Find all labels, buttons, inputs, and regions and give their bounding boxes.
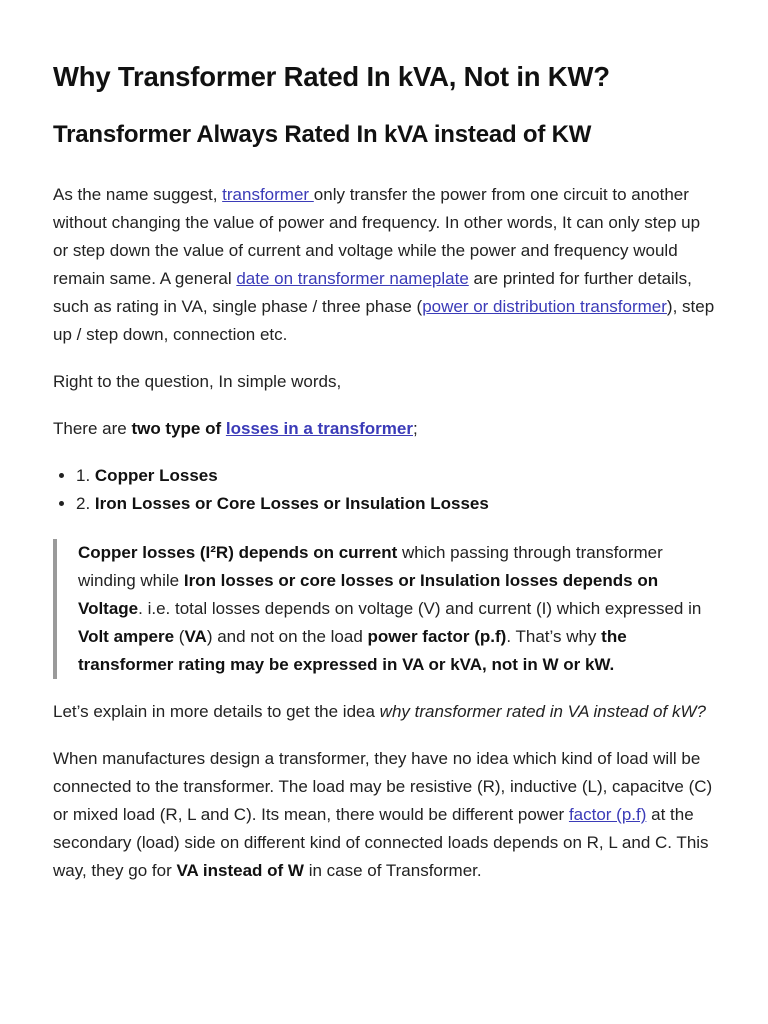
losses-intro-paragraph (53, 415, 716, 443)
power-distribution-link[interactable]: power or distribution transformer (422, 297, 667, 316)
list-item (76, 462, 716, 490)
manufacture-text-3: in case of Transformer. (303, 861, 482, 880)
quote-bold-3: Volt ampere (78, 627, 175, 646)
explain-paragraph (53, 698, 716, 726)
explain-text: Let’s explain in more details to get the idea (53, 702, 380, 721)
quote-text-3: ( (174, 627, 185, 646)
quote-text-1: which passing through transformer winding while (78, 543, 663, 590)
nameplate-link[interactable]: date on transformer nameplate (236, 269, 469, 288)
manufacture-text-2: at the secondary (load) side on different kind of connected loads depends on R, L and C. This way, they go for (53, 805, 709, 880)
page-title: Why Transformer Rated In kVA, Not in KW? (53, 61, 610, 92)
quote-bold-4: VA (184, 627, 207, 646)
quote-bold-5: power factor (p.f) (367, 627, 507, 646)
intro-text-2: only transfer the power from one circuit to another without changing the value of power and frequency. In other words, It can only step up or step down the value of current and voltage while the power and frequency would remain same. A general (53, 185, 701, 288)
intro-paragraph (53, 181, 716, 349)
list-item-label: Iron Losses or Core Losses or Insulation Losses (94, 494, 489, 513)
explain-italic: why transformer rated in VA instead of kW? (379, 702, 706, 721)
list-item-number: 1. (76, 466, 95, 485)
section-heading: Transformer Always Rated In kVA instead of KW (53, 121, 592, 148)
question-paragraph: Right to the question, In simple words, (53, 372, 342, 391)
losses-list (53, 462, 716, 518)
losses-intro-bold: two type of (131, 419, 226, 438)
manufacture-bold: VA instead of W (176, 861, 304, 880)
losses-intro-end: ; (412, 419, 418, 438)
transformer-link[interactable]: transformer (222, 185, 314, 204)
quote-text-4: ) and not on the load (206, 627, 368, 646)
losses-link[interactable]: losses in a transformer (225, 419, 413, 438)
manufacture-paragraph (53, 745, 716, 885)
losses-intro-text: There are (53, 419, 132, 438)
list-item-label: Copper Losses (94, 466, 218, 485)
manufacture-text-1: When manufactures design a transformer, they have no idea which kind of load will be connected to the transformer. The load may be resistive (R), inductive (L), capacitve (C) or mixed load (R, L and C). Its mean, there would be different power (53, 749, 713, 824)
quote-bold-2: Iron losses or core losses or Insulation losses depends on Voltage (78, 571, 659, 618)
losses-quote (53, 539, 716, 679)
intro-text-3: are printed for further details, such as rating in VA, single phase / three phase ( (53, 269, 692, 316)
intro-text-1: As the name suggest, (53, 185, 223, 204)
list-item-number: 2. (76, 494, 95, 513)
power-factor-link[interactable]: factor (p.f) (568, 805, 647, 824)
quote-text-2: . i.e. total losses depends on voltage (V) and current (I) which expressed in (138, 599, 702, 618)
quote-bold-1: Copper losses (I²R) depends on current (78, 543, 398, 562)
list-item (76, 490, 716, 518)
quote-bold-6: the transformer rating may be expressed in VA or kVA, not in W or kW. (78, 627, 627, 674)
intro-text-4: ), step up / step down, connection etc. (53, 297, 715, 344)
quote-text-5: . That’s why (506, 627, 602, 646)
